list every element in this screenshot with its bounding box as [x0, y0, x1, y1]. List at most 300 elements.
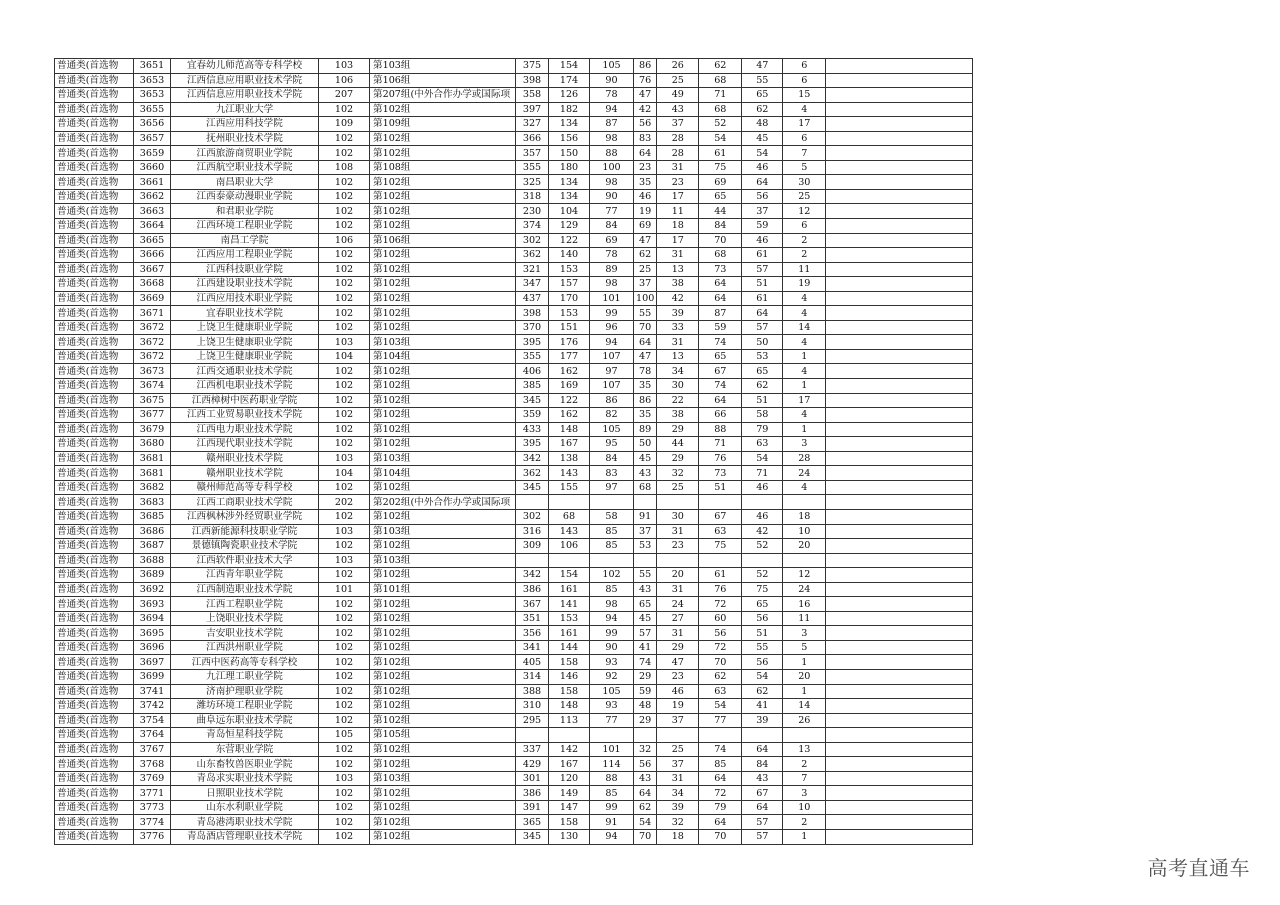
cell-score-1: 167: [549, 437, 590, 452]
cell-category: 普通类(首选物: [55, 262, 134, 277]
cell-school-name: 江西新能源科技职业学院: [171, 524, 319, 539]
cell-group-name: 第102组: [370, 146, 516, 161]
cell-score-total: 362: [516, 248, 549, 263]
cell-extra: [826, 233, 973, 248]
cell-plan-count: 1: [783, 349, 826, 364]
cell-group-name: 第102组: [370, 204, 516, 219]
cell-category: 普通类(首选物: [55, 728, 134, 743]
cell-score-3: 56: [634, 757, 657, 772]
cell-extra: [826, 349, 973, 364]
cell-score-4: [657, 728, 699, 743]
cell-group-code: 103: [319, 335, 370, 350]
cell-score-6: 42: [742, 524, 783, 539]
cell-group-code: 109: [319, 117, 370, 132]
cell-score-total: 395: [516, 335, 549, 350]
cell-plan-count: 25: [783, 189, 826, 204]
cell-plan-count: 4: [783, 335, 826, 350]
cell-extra: [826, 189, 973, 204]
cell-plan-count: 26: [783, 713, 826, 728]
cell-plan-count: 10: [783, 800, 826, 815]
cell-score-3: 83: [634, 131, 657, 146]
cell-extra: [826, 713, 973, 728]
cell-score-1: 144: [549, 640, 590, 655]
cell-school-code: 3692: [134, 582, 171, 597]
cell-group-name: 第102组: [370, 480, 516, 495]
cell-score-3: [634, 728, 657, 743]
cell-extra: [826, 146, 973, 161]
cell-category: 普通类(首选物: [55, 480, 134, 495]
table-row: [55, 175, 973, 190]
cell-score-1: 104: [549, 204, 590, 219]
cell-extra: [826, 539, 973, 554]
cell-score-5: 62: [699, 669, 742, 684]
cell-score-6: 57: [742, 815, 783, 830]
table-row: [55, 422, 973, 437]
cell-group-name: 第106组: [370, 233, 516, 248]
cell-group-name: 第102组: [370, 131, 516, 146]
cell-school-code: 3666: [134, 248, 171, 263]
cell-group-name: 第105组: [370, 728, 516, 743]
cell-category: 普通类(首选物: [55, 451, 134, 466]
cell-extra: [826, 568, 973, 583]
cell-score-4: 23: [657, 669, 699, 684]
cell-score-total: 374: [516, 219, 549, 234]
cell-category: 普通类(首选物: [55, 626, 134, 641]
cell-extra: [826, 73, 973, 88]
cell-category: 普通类(首选物: [55, 379, 134, 394]
cell-group-code: 102: [319, 219, 370, 234]
cell-school-code: 3693: [134, 597, 171, 612]
cell-score-1: 129: [549, 219, 590, 234]
cell-score-3: 43: [634, 771, 657, 786]
cell-score-6: 51: [742, 393, 783, 408]
cell-group-name: 第101组: [370, 582, 516, 597]
cell-extra: [826, 626, 973, 641]
cell-score-total: 437: [516, 291, 549, 306]
cell-score-2: 77: [590, 713, 634, 728]
cell-extra: [826, 320, 973, 335]
cell-score-6: 43: [742, 771, 783, 786]
cell-extra: [826, 248, 973, 263]
cell-school-code: 3653: [134, 88, 171, 103]
cell-score-total: 358: [516, 88, 549, 103]
cell-group-name: 第102组: [370, 568, 516, 583]
cell-school-name: 九江职业大学: [171, 102, 319, 117]
cell-score-total: 345: [516, 393, 549, 408]
cell-score-4: 32: [657, 815, 699, 830]
cell-plan-count: 2: [783, 815, 826, 830]
cell-school-code: 3688: [134, 553, 171, 568]
cell-score-5: 85: [699, 757, 742, 772]
cell-school-code: 3694: [134, 611, 171, 626]
cell-score-1: 170: [549, 291, 590, 306]
admission-score-table: [54, 58, 973, 845]
cell-school-name: 江西泰豪动漫职业学院: [171, 189, 319, 204]
table-row: [55, 626, 973, 641]
table-row: [55, 684, 973, 699]
cell-score-2: 69: [590, 233, 634, 248]
cell-extra: [826, 582, 973, 597]
cell-plan-count: 6: [783, 131, 826, 146]
cell-score-total: 302: [516, 509, 549, 524]
cell-score-3: 91: [634, 509, 657, 524]
cell-score-6: 67: [742, 786, 783, 801]
cell-extra: [826, 815, 973, 830]
cell-plan-count: 30: [783, 175, 826, 190]
cell-school-name: 上饶职业技术学院: [171, 611, 319, 626]
cell-score-2: 114: [590, 757, 634, 772]
table-row: [55, 73, 973, 88]
cell-group-code: 102: [319, 262, 370, 277]
table-row: [55, 829, 973, 844]
cell-score-6: 54: [742, 146, 783, 161]
cell-score-1: 146: [549, 669, 590, 684]
cell-score-2: 86: [590, 393, 634, 408]
cell-score-5: 76: [699, 451, 742, 466]
cell-score-2: 84: [590, 219, 634, 234]
cell-group-name: 第102组: [370, 611, 516, 626]
cell-category: 普通类(首选物: [55, 640, 134, 655]
table-row: [55, 393, 973, 408]
cell-score-6: 62: [742, 684, 783, 699]
cell-score-3: 64: [634, 335, 657, 350]
cell-score-1: 182: [549, 102, 590, 117]
cell-score-4: 44: [657, 437, 699, 452]
cell-score-4: 46: [657, 684, 699, 699]
cell-score-6: 65: [742, 88, 783, 103]
cell-group-code: 102: [319, 364, 370, 379]
cell-group-name: 第109组: [370, 117, 516, 132]
cell-score-5: 72: [699, 786, 742, 801]
cell-school-code: 3689: [134, 568, 171, 583]
cell-school-code: 3774: [134, 815, 171, 830]
cell-score-6: 71: [742, 466, 783, 481]
cell-school-code: 3672: [134, 320, 171, 335]
cell-group-code: 202: [319, 495, 370, 510]
cell-category: 普通类(首选物: [55, 582, 134, 597]
cell-plan-count: 4: [783, 306, 826, 321]
cell-score-1: 151: [549, 320, 590, 335]
cell-score-total: 405: [516, 655, 549, 670]
cell-score-4: 37: [657, 713, 699, 728]
cell-category: 普通类(首选物: [55, 219, 134, 234]
cell-score-5: 64: [699, 771, 742, 786]
cell-score-1: 68: [549, 509, 590, 524]
cell-score-3: 43: [634, 582, 657, 597]
table-row: [55, 539, 973, 554]
cell-school-code: 3741: [134, 684, 171, 699]
cell-plan-count: 11: [783, 262, 826, 277]
cell-extra: [826, 393, 973, 408]
cell-score-4: 31: [657, 524, 699, 539]
cell-plan-count: 6: [783, 59, 826, 74]
cell-group-code: 102: [319, 437, 370, 452]
cell-group-name: 第102组: [370, 626, 516, 641]
cell-score-total: 359: [516, 408, 549, 423]
cell-score-3: 89: [634, 422, 657, 437]
cell-score-6: 41: [742, 699, 783, 714]
cell-category: 普通类(首选物: [55, 597, 134, 612]
cell-score-5: 54: [699, 699, 742, 714]
watermark-text: 高考直通车: [1147, 856, 1250, 880]
cell-score-1: 120: [549, 771, 590, 786]
cell-score-1: 180: [549, 160, 590, 175]
cell-score-total: 362: [516, 466, 549, 481]
cell-score-4: 33: [657, 320, 699, 335]
cell-score-2: 99: [590, 306, 634, 321]
cell-plan-count: 18: [783, 509, 826, 524]
cell-plan-count: 17: [783, 117, 826, 132]
cell-score-1: 153: [549, 611, 590, 626]
cell-school-name: 抚州职业技术学院: [171, 131, 319, 146]
cell-school-code: 3657: [134, 131, 171, 146]
cell-score-3: 41: [634, 640, 657, 655]
cell-category: 普通类(首选物: [55, 393, 134, 408]
cell-group-name: 第103组: [370, 771, 516, 786]
cell-extra: [826, 757, 973, 772]
cell-score-2: 78: [590, 248, 634, 263]
cell-score-6: 58: [742, 408, 783, 423]
cell-plan-count: 14: [783, 320, 826, 335]
cell-school-code: 3656: [134, 117, 171, 132]
cell-school-code: 3655: [134, 102, 171, 117]
cell-category: 普通类(首选物: [55, 320, 134, 335]
cell-score-5: 71: [699, 88, 742, 103]
cell-group-code: 106: [319, 73, 370, 88]
cell-plan-count: 1: [783, 829, 826, 844]
cell-category: 普通类(首选物: [55, 757, 134, 772]
cell-score-3: 62: [634, 800, 657, 815]
cell-group-code: 102: [319, 655, 370, 670]
cell-score-5: [699, 728, 742, 743]
cell-school-code: 3669: [134, 291, 171, 306]
table-row: [55, 451, 973, 466]
table-row: [55, 262, 973, 277]
cell-score-6: 51: [742, 277, 783, 292]
cell-school-name: 江西樟树中医药职业学院: [171, 393, 319, 408]
cell-score-4: 25: [657, 742, 699, 757]
cell-school-code: 3754: [134, 713, 171, 728]
cell-group-code: 102: [319, 786, 370, 801]
table-row: [55, 480, 973, 495]
cell-school-name: 江西电力职业技术学院: [171, 422, 319, 437]
cell-group-code: 105: [319, 728, 370, 743]
cell-school-code: 3764: [134, 728, 171, 743]
table-row: [55, 582, 973, 597]
cell-school-code: 3695: [134, 626, 171, 641]
cell-school-code: 3659: [134, 146, 171, 161]
cell-score-2: 85: [590, 786, 634, 801]
cell-extra: [826, 408, 973, 423]
cell-score-2: 91: [590, 815, 634, 830]
cell-group-name: 第102组: [370, 291, 516, 306]
cell-group-name: 第207组(中外合作办学或国际项: [370, 88, 516, 103]
cell-school-name: 江西洪州职业学院: [171, 640, 319, 655]
cell-score-5: 52: [699, 117, 742, 132]
cell-school-name: 日照职业技术学院: [171, 786, 319, 801]
table-row: [55, 597, 973, 612]
cell-score-1: 148: [549, 422, 590, 437]
cell-score-4: 29: [657, 640, 699, 655]
cell-group-code: 102: [319, 829, 370, 844]
cell-extra: [826, 262, 973, 277]
cell-plan-count: 3: [783, 437, 826, 452]
cell-school-name: 赣州师范高等专科学校: [171, 480, 319, 495]
cell-score-3: 69: [634, 219, 657, 234]
cell-score-total: 433: [516, 422, 549, 437]
cell-plan-count: [783, 495, 826, 510]
cell-school-name: 青岛酒店管理职业技术学院: [171, 829, 319, 844]
cell-school-code: 3681: [134, 466, 171, 481]
cell-score-4: 31: [657, 582, 699, 597]
cell-school-name: 山东水利职业学院: [171, 800, 319, 815]
cell-plan-count: 4: [783, 291, 826, 306]
cell-school-name: 江西工商职业技术学院: [171, 495, 319, 510]
cell-category: 普通类(首选物: [55, 524, 134, 539]
cell-group-name: 第102组: [370, 713, 516, 728]
cell-score-5: 61: [699, 146, 742, 161]
cell-score-total: 356: [516, 626, 549, 641]
cell-plan-count: 1: [783, 422, 826, 437]
cell-category: 普通类(首选物: [55, 655, 134, 670]
cell-score-5: 72: [699, 597, 742, 612]
cell-school-code: 3699: [134, 669, 171, 684]
cell-score-5: 74: [699, 335, 742, 350]
cell-score-4: 31: [657, 626, 699, 641]
cell-score-4: 29: [657, 451, 699, 466]
cell-group-name: 第102组: [370, 757, 516, 772]
cell-score-total: 391: [516, 800, 549, 815]
cell-extra: [826, 480, 973, 495]
cell-group-code: 102: [319, 713, 370, 728]
cell-extra: [826, 277, 973, 292]
cell-score-total: 295: [516, 713, 549, 728]
cell-score-6: 55: [742, 73, 783, 88]
cell-group-name: 第104组: [370, 466, 516, 481]
cell-score-3: 37: [634, 277, 657, 292]
cell-school-name: 青岛恒星科技学院: [171, 728, 319, 743]
table-row: [55, 248, 973, 263]
table-row: [55, 466, 973, 481]
cell-score-2: 97: [590, 480, 634, 495]
cell-score-5: 64: [699, 393, 742, 408]
cell-score-1: 158: [549, 684, 590, 699]
table-row: [55, 379, 973, 394]
cell-score-total: 347: [516, 277, 549, 292]
cell-score-1: 149: [549, 786, 590, 801]
cell-plan-count: 15: [783, 88, 826, 103]
cell-score-5: 70: [699, 655, 742, 670]
cell-school-name: 青岛求实职业技术学院: [171, 771, 319, 786]
cell-school-name: 济南护理职业学院: [171, 684, 319, 699]
cell-school-name: 江西旅游商贸职业学院: [171, 146, 319, 161]
cell-school-name: 赣州职业技术学院: [171, 466, 319, 481]
cell-score-2: 105: [590, 422, 634, 437]
cell-school-code: 3697: [134, 655, 171, 670]
cell-score-2: 94: [590, 102, 634, 117]
cell-plan-count: 6: [783, 73, 826, 88]
cell-score-2: 98: [590, 131, 634, 146]
cell-score-total: 302: [516, 233, 549, 248]
cell-score-3: 42: [634, 102, 657, 117]
cell-score-5: 65: [699, 189, 742, 204]
cell-group-code: 102: [319, 393, 370, 408]
cell-score-6: [742, 553, 783, 568]
cell-group-code: 102: [319, 131, 370, 146]
table-row: [55, 320, 973, 335]
cell-score-5: 73: [699, 262, 742, 277]
cell-group-code: 108: [319, 160, 370, 175]
cell-category: 普通类(首选物: [55, 364, 134, 379]
cell-score-5: 44: [699, 204, 742, 219]
cell-score-2: 98: [590, 277, 634, 292]
cell-score-4: 30: [657, 379, 699, 394]
cell-extra: [826, 640, 973, 655]
cell-score-1: 134: [549, 189, 590, 204]
cell-score-4: 31: [657, 160, 699, 175]
cell-score-2: 105: [590, 59, 634, 74]
cell-group-name: 第102组: [370, 379, 516, 394]
cell-score-4: 37: [657, 117, 699, 132]
table-row: [55, 349, 973, 364]
cell-category: 普通类(首选物: [55, 306, 134, 321]
cell-score-3: 56: [634, 117, 657, 132]
cell-group-code: 102: [319, 422, 370, 437]
cell-extra: [826, 553, 973, 568]
cell-score-6: 46: [742, 509, 783, 524]
table-row: [55, 669, 973, 684]
cell-score-5: 77: [699, 713, 742, 728]
cell-group-code: 102: [319, 640, 370, 655]
cell-school-name: 江西信息应用职业技术学院: [171, 88, 319, 103]
cell-category: 普通类(首选物: [55, 684, 134, 699]
cell-score-3: 19: [634, 204, 657, 219]
cell-school-code: 3651: [134, 59, 171, 74]
cell-group-name: 第103组: [370, 553, 516, 568]
cell-group-code: 102: [319, 568, 370, 583]
cell-extra: [826, 466, 973, 481]
cell-score-4: 26: [657, 59, 699, 74]
cell-score-total: 316: [516, 524, 549, 539]
cell-school-name: 江西应用技术职业学院: [171, 291, 319, 306]
cell-score-6: 63: [742, 437, 783, 452]
cell-score-4: 37: [657, 757, 699, 772]
cell-school-name: 江西现代职业技术学院: [171, 437, 319, 452]
cell-score-3: 64: [634, 786, 657, 801]
cell-plan-count: 4: [783, 480, 826, 495]
cell-score-2: 98: [590, 175, 634, 190]
cell-extra: [826, 291, 973, 306]
cell-score-3: 43: [634, 466, 657, 481]
cell-score-total: 388: [516, 684, 549, 699]
cell-school-code: 3662: [134, 189, 171, 204]
cell-school-name: 曲阜远东职业技术学院: [171, 713, 319, 728]
cell-score-total: 395: [516, 437, 549, 452]
cell-plan-count: 11: [783, 611, 826, 626]
cell-extra: [826, 611, 973, 626]
cell-extra: [826, 669, 973, 684]
cell-group-code: 102: [319, 480, 370, 495]
cell-score-4: 34: [657, 786, 699, 801]
cell-score-6: 53: [742, 349, 783, 364]
cell-score-total: 397: [516, 102, 549, 117]
table-row: [55, 291, 973, 306]
cell-school-code: 3680: [134, 437, 171, 452]
cell-score-6: 57: [742, 320, 783, 335]
cell-score-3: 70: [634, 320, 657, 335]
cell-group-code: 102: [319, 611, 370, 626]
cell-school-name: 吉安职业技术学院: [171, 626, 319, 641]
